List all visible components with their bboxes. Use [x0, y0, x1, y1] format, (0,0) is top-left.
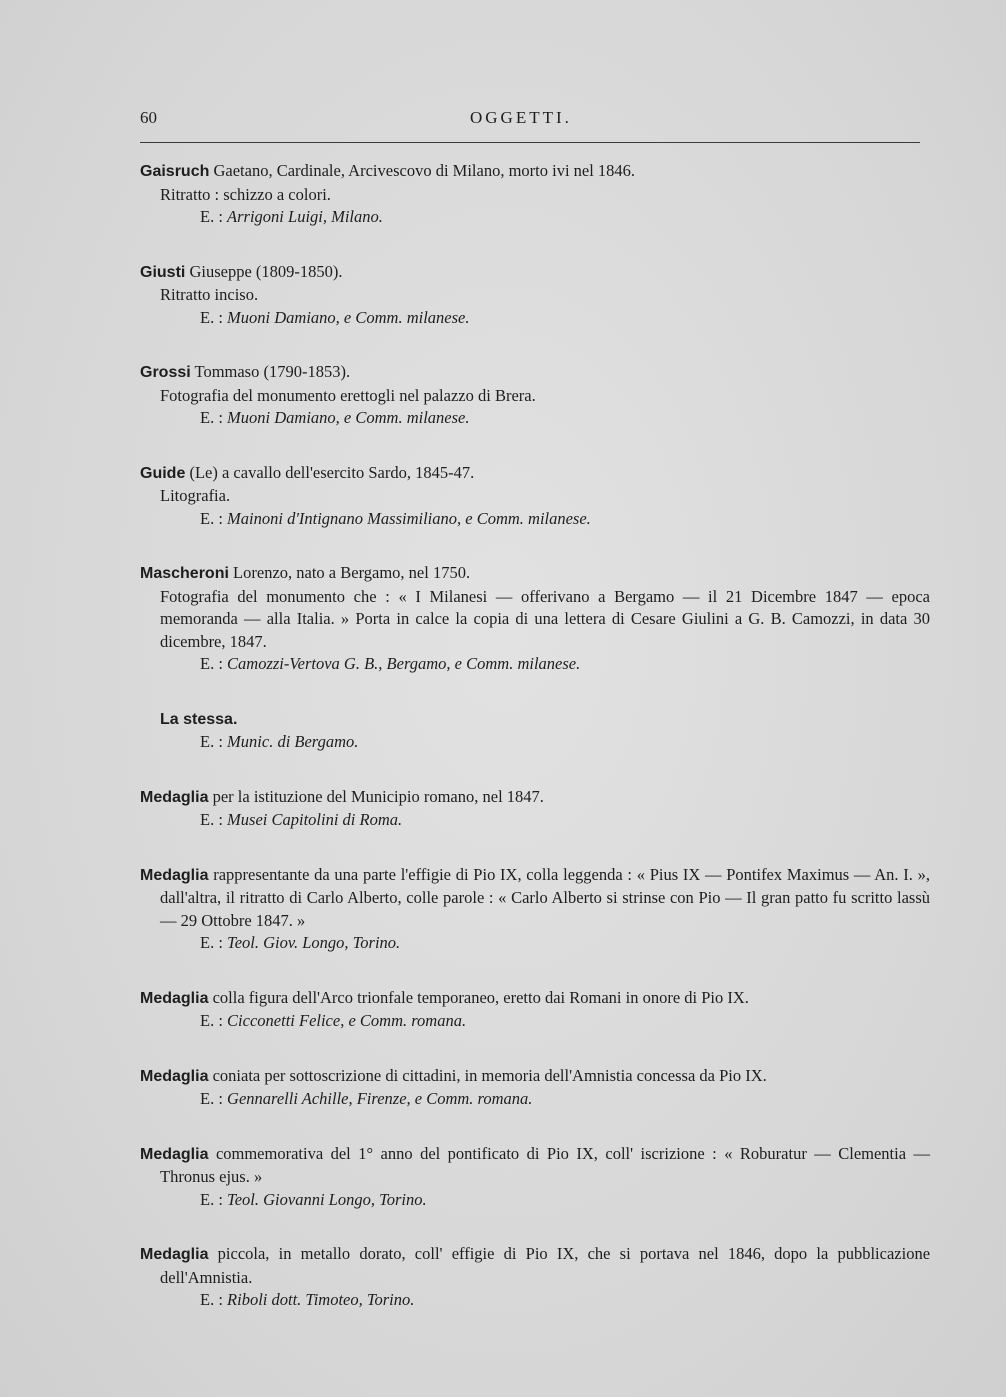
entry-heading: Medaglia — [140, 1067, 209, 1085]
entry-medaglia-commemorativa — [140, 1143, 930, 1212]
entry-detail: Ritratto inciso. — [160, 285, 259, 304]
entry-text: Tommaso (1790-1853). — [194, 362, 351, 381]
entry-text: Lorenzo, nato a Bergamo, nel 1750. — [233, 563, 471, 582]
entry-edition: E. : Arrigoni Luigi, Milano. — [200, 207, 383, 226]
entry-guide — [140, 462, 930, 531]
page-header — [140, 108, 930, 132]
entry-heading: La stessa. — [160, 710, 238, 728]
entry-edition: E. : Camozzi-Vertova G. B., Bergamo, e Comm. milanese. — [200, 654, 581, 673]
entry-la-stessa — [140, 708, 930, 754]
entry-text: Gaetano, Cardinale, Arcivescovo di Milano, morto ivi nel 1846. — [213, 161, 636, 180]
entry-heading: Medaglia — [140, 866, 209, 884]
entry-edition: E. : Teol. Giovanni Longo, Torino. — [200, 1189, 427, 1209]
entry-heading: Medaglia — [140, 989, 209, 1007]
entry-edition: E. : Musei Capitolini di Roma. — [200, 810, 403, 829]
entry-heading: Mascheroni — [140, 565, 229, 582]
entry-edition: E. : Riboli dott. Timoteo, Torino. — [200, 1290, 415, 1309]
entry-medaglia-effigie — [140, 864, 930, 955]
entry-text: piccola, in metallo dorato, coll' effigie di Pio IX, che si portava nel 1846, dopo la pubblicazione dell'Amnistia. — [160, 1244, 931, 1287]
entry-heading: Giusti — [140, 263, 186, 281]
entry-edition: E. : Gennarelli Achille, Firenze, e Comm. romana. — [200, 1089, 533, 1108]
entry-heading: Medaglia — [140, 1145, 209, 1163]
entry-giusti — [140, 261, 930, 330]
entry-heading: Gaisruch — [140, 163, 210, 180]
entry-text: coniata per sottoscrizione di cittadini, in memoria dell'Amnistia concessa da Pio IX. — [212, 1065, 767, 1085]
entry-mascheroni — [140, 562, 930, 676]
entry-edition: E. : Cicconetti Felice, e Comm. romana. — [200, 1011, 467, 1030]
entry-detail: Fotografia del monumento che : « I Milanesi — offerivano a Bergamo — il 21 Dicembre 1847 — epoca memoranda — alla Italia. » Porta in calce la copia di una lettera di Cesare Giulini a G. B. Camozzi, in data 30 dicembre, 1847. — [160, 586, 930, 651]
entry-medaglia-piccola — [140, 1243, 930, 1312]
entry-heading: Grossi — [140, 364, 191, 381]
entry-text: colla figura dell'Arco trionfale temporaneo, eretto dai Romani in onore di Pio IX. — [212, 987, 749, 1007]
entry-edition: E. : Teol. Giov. Longo, Torino. — [200, 933, 401, 952]
entry-grossi — [140, 361, 930, 430]
entry-medaglia-amnistia — [140, 1065, 930, 1111]
entry-edition: E. : Muoni Damiano, e Comm. milanese. — [200, 307, 470, 327]
entry-edition: E. : Muoni Damiano, e Comm. milanese. — [200, 408, 470, 427]
entry-text: Giuseppe (1809-1850). — [189, 261, 343, 281]
entry-heading: Medaglia — [140, 788, 209, 806]
entry-medaglia-municipio — [140, 786, 930, 832]
entry-text: rappresentante da una parte l'effigie di Pio IX, colla leggenda : « Pius IX — Pontifex Maximus — An. I. », dall'altra, il ritratto di Carlo Alberto, colle parole : « Carlo Alberto si strinse con Pio — Il gran patto fu scritto lassù — 29 Ottobre 1847. » — [160, 864, 930, 930]
entry-text: per la istituzione del Municipio romano, nel 1847. — [212, 786, 544, 806]
entry-heading: Guide — [140, 464, 186, 482]
entry-gaisruch — [140, 160, 930, 229]
page-number: 60 — [140, 108, 157, 127]
entry-medaglia-arco — [140, 987, 930, 1033]
entry-text: (Le) a cavallo dell'esercito Sardo, 1845-47. — [189, 462, 475, 482]
entry-edition: E. : Mainoni d'Intignano Massimiliano, e Comm. milanese. — [200, 508, 591, 528]
entry-text: commemorativa del 1° anno del pontificato di Pio IX, coll' iscrizione : « Roburatur — Clementia — Thronus ejus. » — [160, 1143, 930, 1186]
entry-detail: Ritratto : schizzo a colori. — [160, 184, 331, 204]
header-rule — [140, 142, 920, 143]
entry-heading: Medaglia — [140, 1246, 209, 1263]
running-title: OGGETTI. — [470, 108, 572, 127]
entry-detail: Fotografia del monumento erettogli nel palazzo di Brera. — [160, 385, 536, 405]
entry-list — [140, 160, 930, 1344]
entry-detail: Litografia. — [160, 486, 231, 505]
entry-edition: E. : Munic. di Bergamo. — [200, 732, 359, 751]
